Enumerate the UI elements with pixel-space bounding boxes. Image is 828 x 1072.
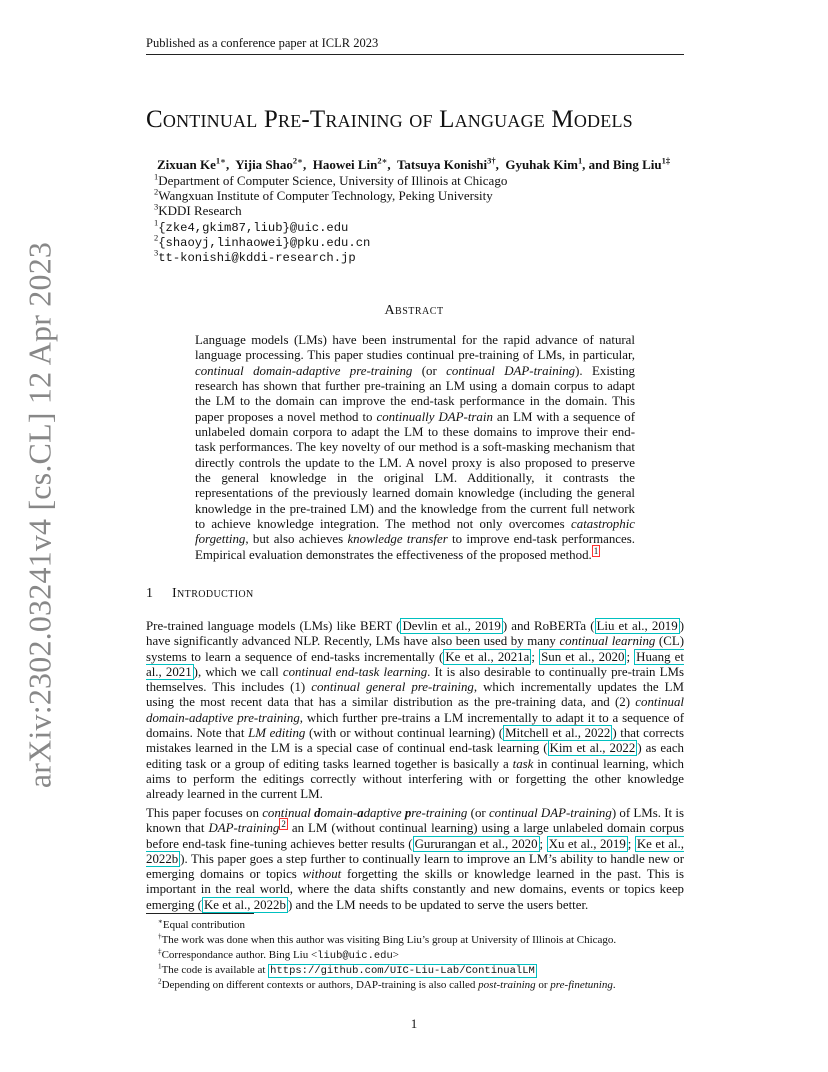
- footnote: $^1$The code is available at https://github.com/UIC-Liu-Lab/ContinualLM: [158, 962, 535, 977]
- citation-link[interactable]: Huang et al., 2021: [146, 649, 684, 679]
- citation-link[interactable]: Devlin et al., 2019: [402, 619, 501, 633]
- citation-link[interactable]: Gururangan et al., 2020: [414, 836, 538, 851]
- footnote: $^2$Depending on different contexts or authors, DAP-training is also called post-training or pre-finetuning.: [158, 977, 616, 991]
- affiliation: $^2$Wangxuan Institute of Computer Technology, Peking University: [154, 186, 493, 203]
- author: and Bing Liu$^{1\ddagger}$: [588, 155, 671, 172]
- footnote: ‡Correspondance author. Bing Liu <liub@uic.edu>: [158, 947, 400, 962]
- email-line: $^1${zke4,gkim87,liub}@uic.edu: [154, 217, 349, 235]
- header-rule: [146, 54, 684, 55]
- footnote-link[interactable]: 2: [281, 819, 286, 829]
- code-url-link[interactable]: https://github.com/UIC-Liu-Lab/ContinualLM: [270, 965, 535, 977]
- footnote-link[interactable]: 1: [593, 545, 599, 556]
- citation-link[interactable]: Ke et al., 2022b: [203, 897, 286, 912]
- author-list: Zixuan $Ke^{1∗}$, Yijia Shao$^{2∗}$, Haowei Lin$^{2∗}$, Tatsuya Konishi$^{3\dagger}$, Gyuhak Kim$^1$, and Bing Liu$^{1\ddagger}$: [157, 155, 671, 172]
- citation-link[interactable]: Mitchell et al., 2022: [505, 726, 611, 741]
- author: Gyuhak Kim$^1$: [505, 155, 583, 172]
- footnote: †The work was done when this author was visiting Bing Liu’s group at University of Illinois at Chicago.: [158, 932, 617, 946]
- citation-link[interactable]: Ke et al., 2021a: [445, 649, 530, 664]
- footnote-rule: [146, 913, 254, 914]
- arxiv-id[interactable]: arXiv:2302.03241v4 [cs.CL] 12 Apr 2023: [21, 241, 58, 789]
- running-header: Published as a conference paper at ICLR 2023: [146, 36, 379, 50]
- author: Zixuan $Ke^{1∗}$: [157, 155, 226, 172]
- citation-link[interactable]: Ke et al., 2022b: [146, 836, 684, 866]
- citation-link[interactable]: Liu et al., 2019: [596, 619, 678, 633]
- citation-link[interactable]: Kim et al., 2022: [549, 741, 636, 756]
- abstract-body: Language models (LMs) have been instrumental for the rapid advance of natural language processing. This paper studies continual pre-training of LMs, in particular, continual domain-adaptive pre-training (or continual DAP-training). Existing research has shown that further pre-training an LM using a domain corpus to adapt the LM to the domain can improve the end-task performance in the domain. This paper proposes a novel method to continually DAP-train an LM with a sequence of unlabeled domain corpora to adapt the LM to these domains to improve their end-task performances. The key novelty of our method is a soft-masking mechanism that directly controls the update to the LM. A novel proxy is also proposed to preserve the general knowledge in the original LM. Additionally, it contrasts the representations of the previously learned domain knowledge (including the general knowledge in the pre-trained LM) and the knowledge from the current full network to achieve knowledge integration. The method not only overcomes catastrophic forgetting, but also achieves knowledge transfer to improve end-task performances. Empirical evaluation demonstrates the effectiveness of the proposed method. $^1$: [195, 333, 635, 562]
- abstract-heading: Abstract: [384, 303, 444, 318]
- section-heading: 1 Introduction: [146, 586, 254, 601]
- author: Yijia Shao$^{2∗}$: [235, 155, 303, 172]
- author: Tatsuya Konishi$^{3\dagger}$: [396, 155, 496, 172]
- citation-link[interactable]: Xu et al., 2019: [548, 836, 626, 851]
- page-number: 1: [410, 1016, 418, 1031]
- citation-link[interactable]: Sun et al., 2020: [541, 649, 625, 664]
- arxiv-side-stamp: [20, 241, 60, 789]
- author: Haowei Lin$^{2∗}$: [312, 155, 388, 172]
- paper-title: Continual Pre-Training of Language Models: [146, 106, 633, 133]
- footnote: ∗Equal contribution: [158, 917, 246, 931]
- affiliation: $^1$Department of Computer Science, University of Illinois at Chicago: [154, 171, 508, 188]
- intro-paragraph-1: Pre-trained language models (LMs) like BERT ( Devlin et al., 2019 ) and RoBERTa ( Liu et al., 2019 ) have significantly advanced NLP. Recently, LMs have also been used by many continual learning (CL) systems to learn a sequence of end-tasks incrementally ( Ke et al., 2021a ; Sun et al., 2020 ; Huang et al., 2021 ), which we call continual end-task learning. It is also desirable to continually pre-train LMs themselves. This includes (1) continual general pre-training, which incrementally updates the LM using the most recent data that has a similar distribution as the pre-training data, and (2) continual domain-adaptive pre-training, which further pre-trains a LM incrementally to adapt it to a sequence of domains. Note that LM editing (with or without continual learning) ( Mitchell et al., 2022 ) that corrects mistakes learned in the LM is a special case of continual end-task learning ( Kim et al., 2022 ) as each editing task or a group of editing tasks learned together is basically a task in continual learning, which aims to perform the editings correctly without interfering with or forgetting the other knowledge already learned in the current LM.: [146, 619, 684, 802]
- email-line: $^2${shaoyj,linhaowei}@pku.edu.cn: [154, 232, 371, 250]
- intro-paragraph-2: This paper focuses on continual domain-adaptive pre-training (or continual DAP-training) of LMs. It is known that DAP-training $^2$ an LM (without continual learning) using a large unlabeled domain corpus before end-task fine-tuning achieves better results ( Gururangan et al., 2020 ; Xu et al., 2019 ; Ke et al., 2022b ). This paper goes a step further to continually learn to improve an LM’s ability to handle new or emerging domains or topics without forgetting the skills or knowledge learned in the past. This is important in the real world, where the data shifts constantly and new domains, events or topics keep emerging ( Ke et al., 2022b ) and the LM needs to be updated to serve the users better.: [146, 806, 684, 912]
- email-line: $^3$tt-konishi@kddi-research.jp: [154, 247, 356, 265]
- affiliation: $^3$KDDI Research: [154, 201, 242, 218]
